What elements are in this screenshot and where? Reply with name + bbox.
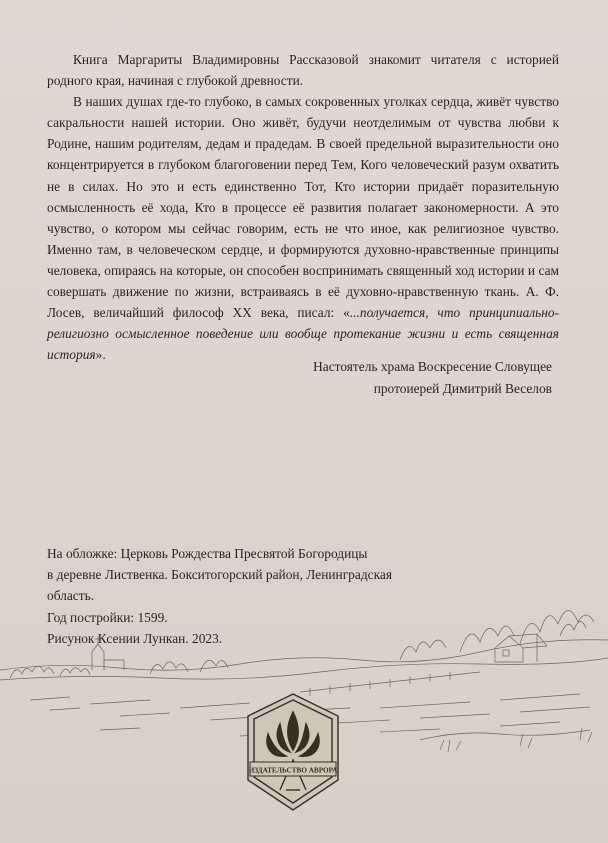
logo-text: ИЗДАТЕЛЬСТВО АВРОРА (248, 766, 338, 775)
foreword-paragraph-2 (47, 91, 559, 365)
losev-quote: ...получается, что принципиально-религиозно осмысленное поведение или вообще протекание жизни и есть священная история (47, 305, 559, 363)
quote-close: ». (95, 347, 106, 363)
cover-note-line-2: в деревне Лиственка. Бокситогорский район, Ленинградская (47, 567, 392, 583)
foreword-paragraph-1: Книга Маргариты Владимировны Рассказовой знакомит читателя с историей родного края, начиная с глубокой древности. (47, 52, 559, 89)
foreword-paragraph-2-text: В наших душах где-то глубоко, в самых сокровенных уголках сердца, живёт чувство сакральности нашей истории. Оно живёт, будучи неотделимым от чувства любви к Родине, нашим родителям, дедам и прадедам. В своей предельной выразительности оно концентрируется в глубоком благоговении перед Тем, Кого человеческий разум охватить не в силах. Но это и есть единственно Тот, Кто истории придаёт поразительную осмысленность её хода, Кто в процессе её развития полагает закономерности. А это чувство, о котором мы сейчас говорим, есть не что иное, как религиозное чувство. Именно там, в человеческом сердце, и формируются духовно-нравственные принципы человека, опираясь на которые, он способен воспринимать священный ход истории и сам совершать движение по жизни, встраиваясь в её духовно-нравственную ткань. А. Ф. Лосев, величайший философ XX века, писал: « (47, 94, 559, 321)
signature-title: Настоятель храма Воскресение Словущее (313, 359, 552, 374)
foreword-text (47, 49, 559, 365)
aurora-publisher-logo-icon (240, 690, 346, 814)
cover-note-line-5: Рисунок Ксении Лункан. 2023. (47, 630, 223, 646)
cover-note-line-3: область. (47, 588, 95, 604)
cover-note-line-1: На обложке: Церковь Рождества Пресвятой Богородицы (47, 546, 368, 561)
cover-note-line-4: Год постройки: 1599. (47, 609, 168, 625)
foreword-signature (92, 356, 552, 400)
signature-name: протоиерей Димитрий Веселов (373, 381, 552, 396)
